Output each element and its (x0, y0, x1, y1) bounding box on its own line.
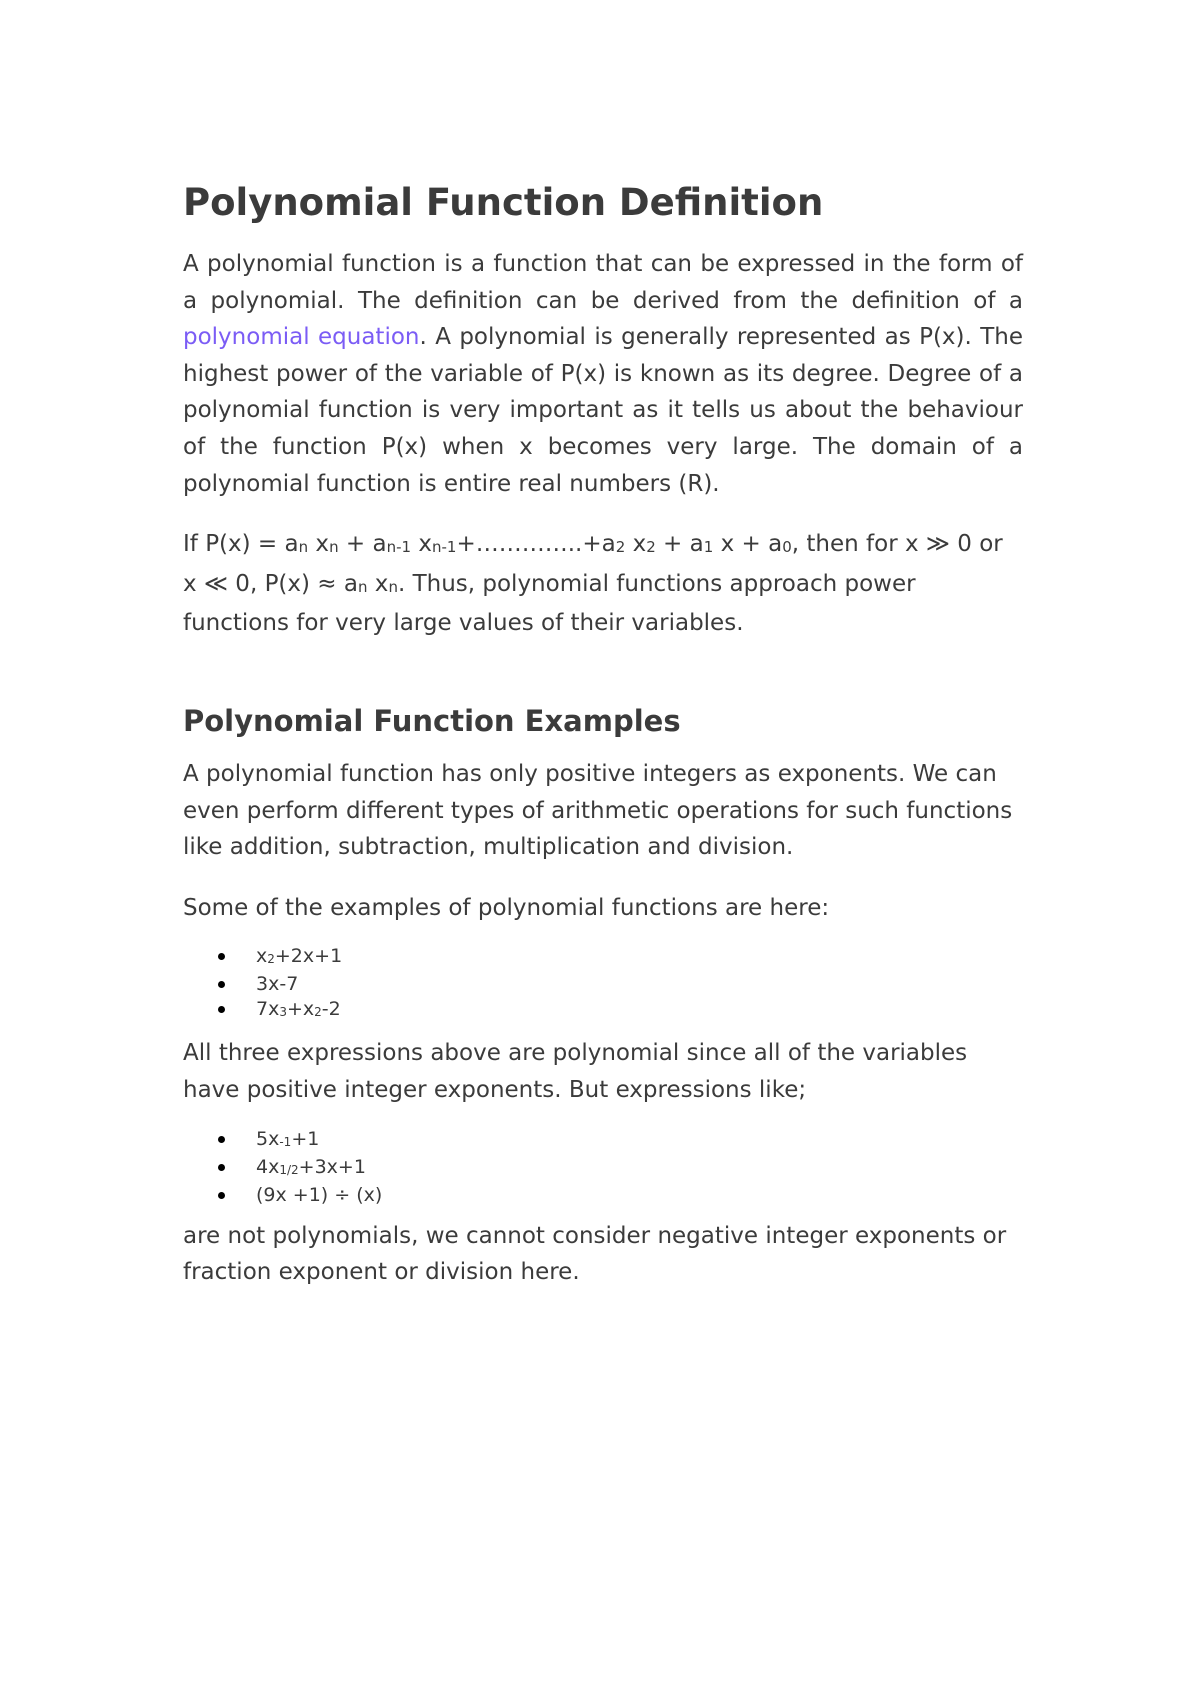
list-item: $4x_{1/2}+3x+1$ (218, 1155, 1023, 1183)
formula-paragraph: If $P(x) = a_n$ $x_n + a_{n-1}$ $x_{n-1}+\dots\dots\dots\dots..+a_2$ $x_2 + a_1$ $x + a_0$, then for x ≫ 0 or x ≪ 0, $P(x) \approx a_n$ $x_n$. Thus, polynomial functions approach power functions for very large values of their variables. (183, 531, 1003, 637)
document-content (183, 180, 1023, 1315)
polynomial-examples-list (183, 944, 1023, 1025)
list-item: $7x_3+x_2-2$ (218, 997, 1023, 1025)
list-item: $x_2+2x+1$ (218, 944, 1023, 972)
conclusion-paragraph: are not polynomials, we cannot consider negative integer exponents or fraction exponent or division here. (183, 1222, 1007, 1286)
definition-paragraph: A polynomial function is a function that can be expressed in the form of a polynomial. The definition can be derived from the definition of a polynomial equation. A polynomial is generally represented as P(x). The highest power of the variable of P(x) is known as its degree. Degree of a polynomial function is very important as it tells us about the behaviour of the function P(x) when x becomes very large. The domain of a polynomial function is entire real numbers (R). (183, 251, 1023, 497)
list-item: (9x +1) ÷ (x) (218, 1183, 1023, 1208)
examples-lead-paragraph: Some of the examples of polynomial functions are here: (183, 894, 830, 921)
heading-definition: Polynomial Function Definition (183, 181, 824, 224)
list-item: 3x-7 (218, 972, 1023, 997)
examples-intro-paragraph: A polynomial function has only positive integers as exponents. We can even perform different types of arithmetic operations for such functions like addition, subtraction, multiplication and division. (183, 760, 1013, 861)
heading-examples: Polynomial Function Examples (183, 703, 681, 738)
list-item: $5x_{-1}+1$ (218, 1127, 1023, 1155)
non-polynomial-examples-list (183, 1127, 1023, 1208)
explanation-paragraph: All three expressions above are polynomial since all of the variables have positive integer exponents. But expressions like; (183, 1040, 968, 1103)
polynomial-equation-link[interactable]: polynomial equation (183, 324, 420, 351)
